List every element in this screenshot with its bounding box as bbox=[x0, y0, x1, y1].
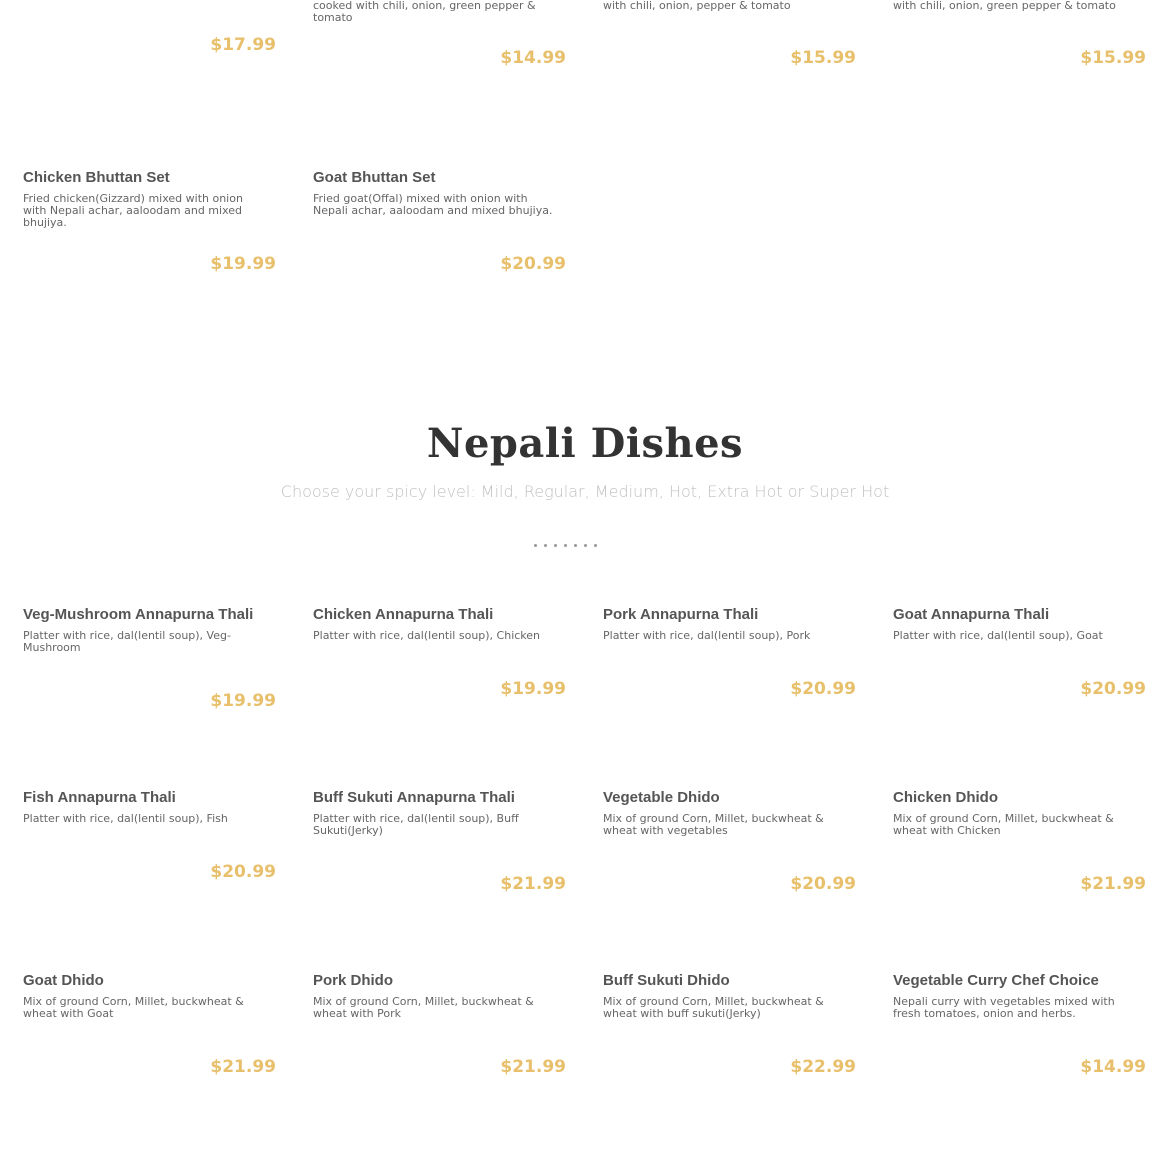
divider-dot bbox=[564, 544, 567, 547]
menu-item-price: $19.99 bbox=[210, 254, 276, 274]
menu-item-price: $19.99 bbox=[500, 679, 566, 699]
menu-item-price: $19.99 bbox=[210, 691, 276, 711]
menu-item-name: Goat Annapurna Thali bbox=[893, 606, 1050, 623]
menu-item-description: with chili, onion, green pepper & tomato bbox=[893, 0, 1116, 12]
menu-item-description: Platter with rice, dal(lentil soup), Veg-Mushroom bbox=[23, 629, 231, 654]
menu-item-description: Mix of ground Corn, Millet, buckwheat & wheat with buff sukuti(Jerky) bbox=[603, 995, 824, 1020]
menu-item-name: Vegetable Dhido bbox=[603, 789, 720, 806]
section-title: Nepali Dishes bbox=[426, 420, 744, 467]
menu-item-description: Mix of ground Corn, Millet, buckwheat & wheat with vegetables bbox=[603, 812, 824, 837]
menu-item-description: Platter with rice, dal(lentil soup), Chicken bbox=[313, 629, 541, 642]
menu-item-description: cooked with chili, onion, green pepper & tomato bbox=[313, 0, 536, 24]
menu-item-name: Chicken Annapurna Thali bbox=[313, 606, 494, 623]
menu-item-price: $22.99 bbox=[790, 1057, 856, 1077]
menu-item-name: Veg-Mushroom Annapurna Thali bbox=[23, 606, 254, 623]
menu-item-description: Mix of ground Corn, Millet, buckwheat & wheat with Goat bbox=[23, 995, 244, 1020]
divider-dot bbox=[584, 544, 587, 547]
menu-item-price: $15.99 bbox=[790, 48, 856, 68]
menu-item-price: $14.99 bbox=[1080, 1057, 1146, 1077]
menu-item-description: Platter with rice, dal(lentil soup), Fish bbox=[23, 812, 228, 825]
divider-dot bbox=[534, 544, 537, 547]
menu-item-price: $21.99 bbox=[1080, 874, 1146, 894]
menu-item-description: Platter with rice, dal(lentil soup), Goat bbox=[893, 629, 1103, 642]
divider-dot bbox=[544, 544, 547, 547]
menu-item-price: $20.99 bbox=[790, 679, 856, 699]
divider-dot bbox=[574, 544, 577, 547]
menu-item-name: Goat Bhuttan Set bbox=[313, 169, 436, 186]
menu-item-price: $15.99 bbox=[1080, 48, 1146, 68]
divider-dot bbox=[594, 544, 597, 547]
section-divider bbox=[534, 544, 597, 550]
menu-item-price: $20.99 bbox=[500, 254, 566, 274]
menu-item-name: Buff Sukuti Annapurna Thali bbox=[313, 789, 515, 806]
menu-item-description: Mix of ground Corn, Millet, buckwheat & wheat with Chicken bbox=[893, 812, 1114, 837]
menu-item-description: Nepali curry with vegetables mixed with fresh tomatoes, onion and herbs. bbox=[893, 995, 1115, 1020]
menu-item-description: Mix of ground Corn, Millet, buckwheat & wheat with Pork bbox=[313, 995, 534, 1020]
menu-item-name: Goat Dhido bbox=[23, 972, 104, 989]
menu-item-description: with chili, onion, pepper & tomato bbox=[603, 0, 791, 12]
menu-item-price: $20.99 bbox=[790, 874, 856, 894]
menu-item-description: Fried chicken(Gizzard) mixed with onion with Nepali achar, aaloodam and mixed bhujiya. bbox=[23, 192, 243, 229]
menu-item-price: $21.99 bbox=[500, 874, 566, 894]
menu-item-description: Fried goat(Offal) mixed with onion with Nepali achar, aaloodam and mixed bhujiya. bbox=[313, 192, 553, 217]
menu-item-price: $21.99 bbox=[210, 1057, 276, 1077]
menu-item-price: $14.99 bbox=[500, 48, 566, 68]
section-subtitle: Choose your spicy level: Mild, Regular, Medium, Hot, Extra Hot or Super Hot bbox=[280, 482, 890, 501]
divider-dot bbox=[554, 544, 557, 547]
menu-item-description: Platter with rice, dal(lentil soup), Buff Sukuti(Jerky) bbox=[313, 812, 519, 837]
menu-item-name: Buff Sukuti Dhido bbox=[603, 972, 730, 989]
menu-item-name: Chicken Bhuttan Set bbox=[23, 169, 170, 186]
menu-item-price: $17.99 bbox=[210, 35, 276, 55]
menu-item-name: Pork Annapurna Thali bbox=[603, 606, 759, 623]
menu-item-price: $21.99 bbox=[500, 1057, 566, 1077]
menu-item-description: Platter with rice, dal(lentil soup), Pork bbox=[603, 629, 811, 642]
menu-item-price: $20.99 bbox=[210, 862, 276, 882]
menu-item-price: $20.99 bbox=[1080, 679, 1146, 699]
menu-item-name: Fish Annapurna Thali bbox=[23, 789, 176, 806]
menu-item-name: Vegetable Curry Chef Choice bbox=[893, 972, 1099, 989]
menu-item-name: Chicken Dhido bbox=[893, 789, 999, 806]
menu-item-name: Pork Dhido bbox=[313, 972, 394, 989]
